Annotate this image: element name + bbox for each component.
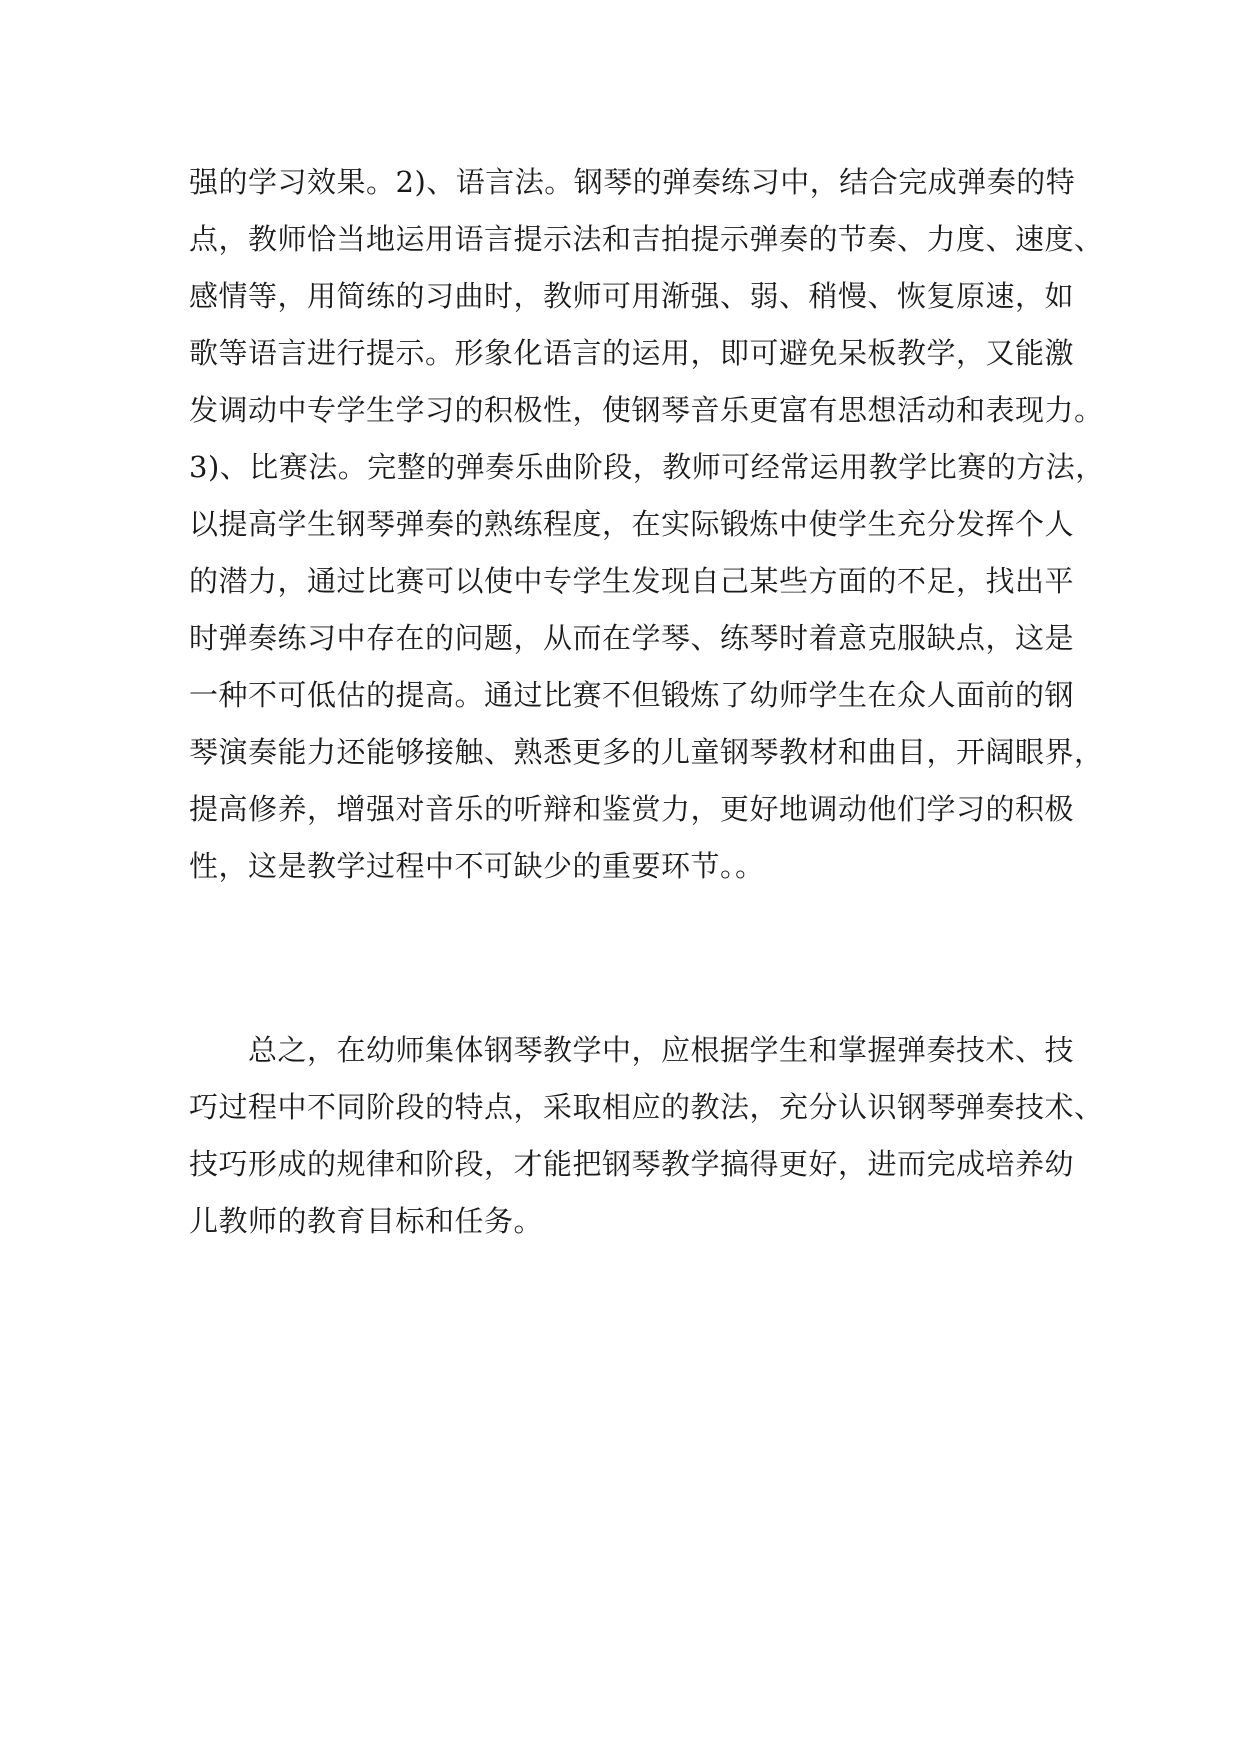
paragraph-1-line-1: 强的学习效果。2)、语言法。钢琴的弹奏练习中，结合完成弹奏的特 [189,165,1076,199]
paragraph-1-line-12: 提高修养，增强对音乐的听辩和鉴赏力，更好地调动他们学习的积极 [189,792,1075,826]
paragraph-2-line-1: 总之，在幼师集体钢琴教学中，应根据学生和掌握弹奏技术、技 [189,1033,1075,1067]
paragraph-1-line-13: 性，这是教学过程中不可缺少的重要环节。。 [189,849,765,883]
paragraph-1-line-5: 发调动中专学生学习的积极性，使钢琴音乐更富有思想活动和表现力。 [189,393,1104,427]
paragraph-2-line-4: 儿教师的教育目标和任务。 [189,1204,544,1238]
paragraph-1-line-4: 歌等语言进行提示。形象化语言的运用，即可避免呆板教学，又能激 [189,336,1075,370]
paragraph-1-line-10: 一种不可低估的提高。通过比赛不但锻炼了幼师学生在众人面前的钢 [189,678,1075,712]
paragraph-1-line-9: 时弹奏练习中存在的问题，从而在学琴、练琴时着意克服缺点，这是 [189,621,1075,655]
paragraph-1-line-8: 的潜力，通过比赛可以使中专学生发现自己某些方面的不足，找出平 [189,564,1075,598]
paragraph-1-line-6: 3)、比赛法。完整的弹奏乐曲阶段，教师可经常运用教学比赛的方法， [189,450,1105,484]
paragraph-1-line-7: 以提高学生钢琴弹奏的熟练程度，在实际锻炼中使学生充分发挥个人 [189,507,1075,541]
paragraph-1-line-11: 琴演奏能力还能够接触、熟悉更多的儿童钢琴教材和曲目，开阔眼界， [189,735,1104,769]
paragraph-2-line-2: 巧过程中不同阶段的特点，采取相应的教法，充分认识钢琴弹奏技术、 [189,1090,1104,1124]
paragraph-1-line-3: 感情等，用简练的习曲时，教师可用渐强、弱、稍慢、恢复原速，如 [189,279,1075,313]
paragraph-2-line-3: 技巧形成的规律和阶段，才能把钢琴教学搞得更好，进而完成培养幼 [189,1147,1075,1181]
paragraph-1-line-2: 点，教师恰当地运用语言提示法和吉拍提示弹奏的节奏、力度、速度、 [189,222,1104,256]
